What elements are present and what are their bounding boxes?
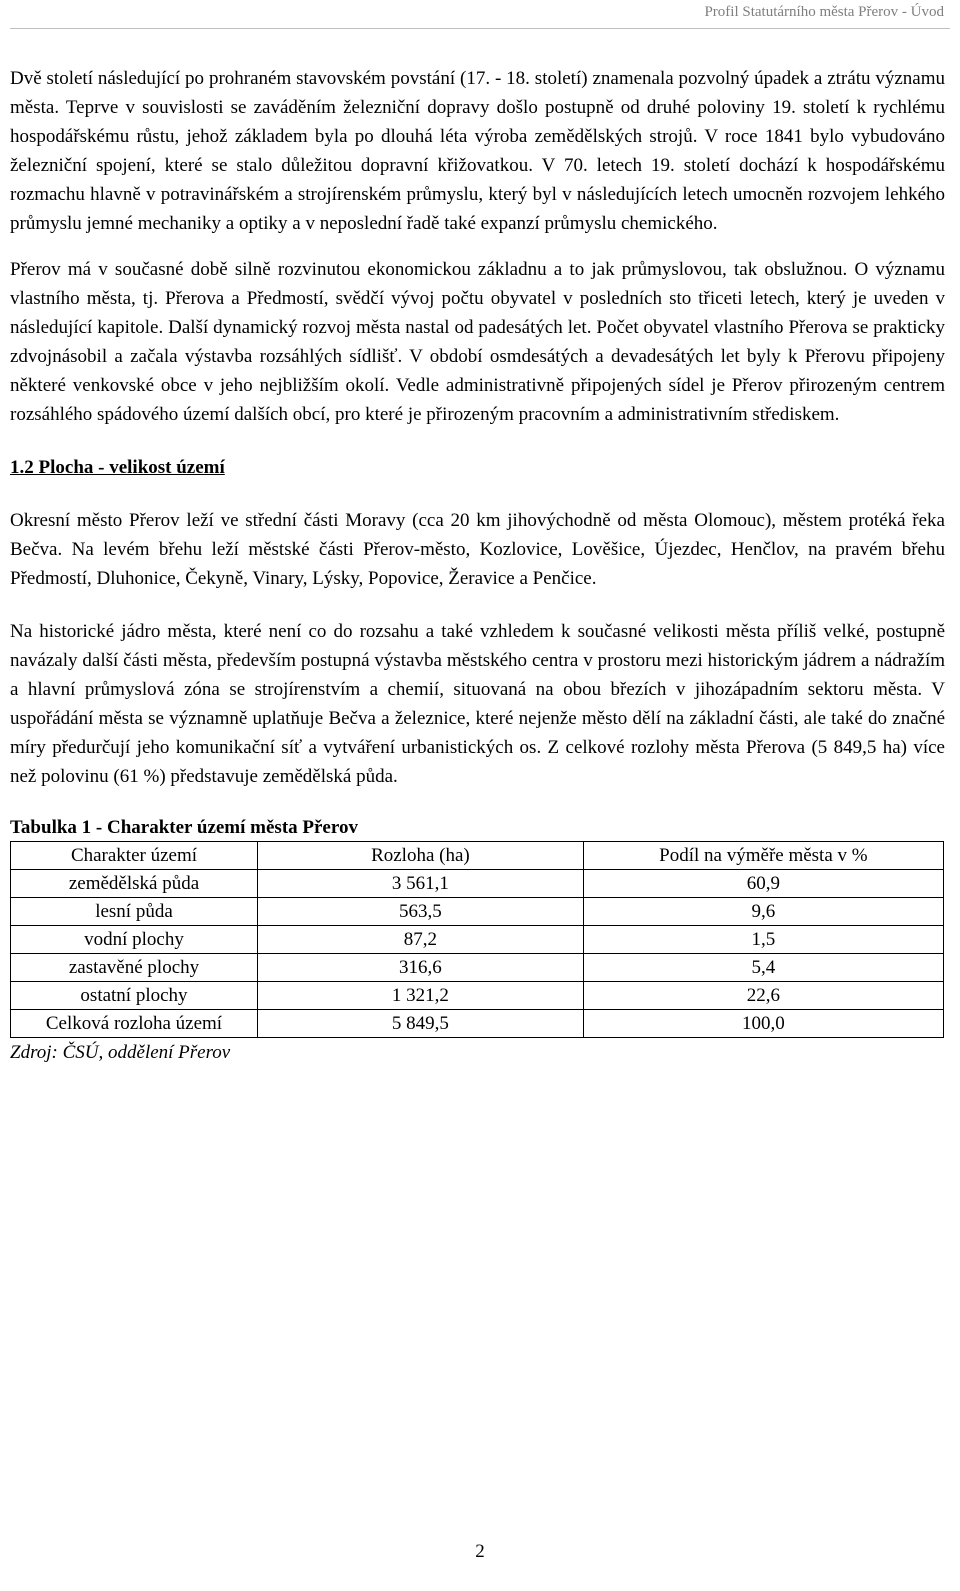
document-body (10, 64, 945, 1067)
cell-share: 22,6 (583, 982, 943, 1010)
table-title: Tabulka 1 - Charakter území města Přerov (10, 817, 358, 838)
cell-share: 60,9 (583, 870, 943, 898)
cell-character: lesní půda (11, 898, 258, 926)
table-row-total (11, 1010, 944, 1038)
paragraph-location: Okresní město Přerov leží ve střední části Moravy (cca 20 km jihovýchodně od města Olomouc), městem protéká řeka Bečva. Na levém břehu leží městské části Přerov-město, Kozlovice, Lověšice, Újezdec, Henčlov, na pravém břehu Předmostí, Dluhonice, Čekyně, Vinary, Lýsky, Popovice, Žeravice a Penčice. (10, 510, 945, 589)
paragraph-history: Dvě století následující po prohraném stavovském povstání (17. - 18. století) znamenala pozvolný úpadek a ztrátu významu města. Teprve v souvislosti se zaváděním železniční dopravy došlo postupně od druhé poloviny 19. století k rychlému hospodářskému růstu, jehož základem byla po dlouhá léta výroba zemědělských strojů. V roce 1841 bylo vybudováno železniční spojení, které se stalo důležitou dopravní křižovatkou. V 70. letech 19. století dochází k hospodářskému rozmachu hlavně v potravinářském a strojírenském průmyslu, který byl v následujících letech umocněn rozvojem lehkého průmyslu jemné mechaniky a optiky a v neposlední řadě také expanzí průmyslu chemického. (10, 68, 945, 234)
column-header-character: Charakter území (11, 842, 258, 870)
cell-character: zastavěné plochy (11, 954, 258, 982)
table-row (11, 898, 944, 926)
cell-area: 5 849,5 (257, 1010, 583, 1038)
page-header-title: Profil Statutárního města Přerov - Úvod (704, 4, 944, 20)
cell-share: 100,0 (583, 1010, 943, 1038)
cell-area: 316,6 (257, 954, 583, 982)
cell-character: ostatní plochy (11, 982, 258, 1010)
column-header-share: Podíl na výměře města v % (583, 842, 943, 870)
cell-share: 9,6 (583, 898, 943, 926)
land-character-table (10, 841, 944, 1038)
table-row (11, 870, 944, 898)
table-header-row (11, 842, 944, 870)
table-source-note: Zdroj: ČSÚ, oddělení Přerov (10, 1042, 231, 1063)
paragraph-economy: Přerov má v současné době silně rozvinutou ekonomickou základnu a to jak průmyslovou, tak obslužnou. O významu vlastního města, tj. Přerova a Předmostí, svědčí vývoj počtu obyvatel v posledních sto třiceti letech, který je uveden v následující kapitole. Další dynamický rozvoj města nastal od padesátých let. Počet obyvatel vlastního Přerova se prakticky zdvojnásobil a začala výstavba rozsáhlých sídlišť. V období osmdesátých a devadesátých let byly k Přerovu připojeny některé venkovské obce v jeho nejbližším okolí. Vedle administrativně připojených sídel je Přerov přirozeným centrem rozsáhlého spádového území dalších obcí, pro které je přirozeným pracovním a administrativním střediskem. (10, 259, 945, 425)
cell-character: zemědělská půda (11, 870, 258, 898)
cell-character: Celková rozloha území (11, 1010, 258, 1038)
cell-area: 3 561,1 (257, 870, 583, 898)
cell-area: 1 321,2 (257, 982, 583, 1010)
cell-area: 87,2 (257, 926, 583, 954)
section-heading: 1.2 Plocha - velikost území (10, 457, 225, 478)
cell-area: 563,5 (257, 898, 583, 926)
table-row (11, 926, 944, 954)
page-number: 2 (475, 1541, 485, 1562)
header-divider (10, 28, 950, 29)
cell-character: vodní plochy (11, 926, 258, 954)
table-row (11, 982, 944, 1010)
cell-share: 1,5 (583, 926, 943, 954)
paragraph-urban-structure: Na historické jádro města, které není co do rozsahu a také vzhledem k současné velikosti města příliš velké, postupně navázaly další části města, především postupná výstavba městského centra v prostoru mezi historickým jádrem a nádražím a hlavní průmyslová zóna se strojírenstvím a chemií, situovaná na obou březích v jihozápadním sektoru města. V uspořádání města se významně uplatňuje Bečva a železnice, které nejenže město dělí na základní části, ale také do značné míry předurčují jeho komunikační síť a vytváření urbanistických os. Z celkové rozlohy města Přerova (5 849,5 ha) více než polovinu (61 %) představuje zemědělská půda. (10, 621, 945, 787)
table-row (11, 954, 944, 982)
column-header-area: Rozloha (ha) (257, 842, 583, 870)
cell-share: 5,4 (583, 954, 943, 982)
